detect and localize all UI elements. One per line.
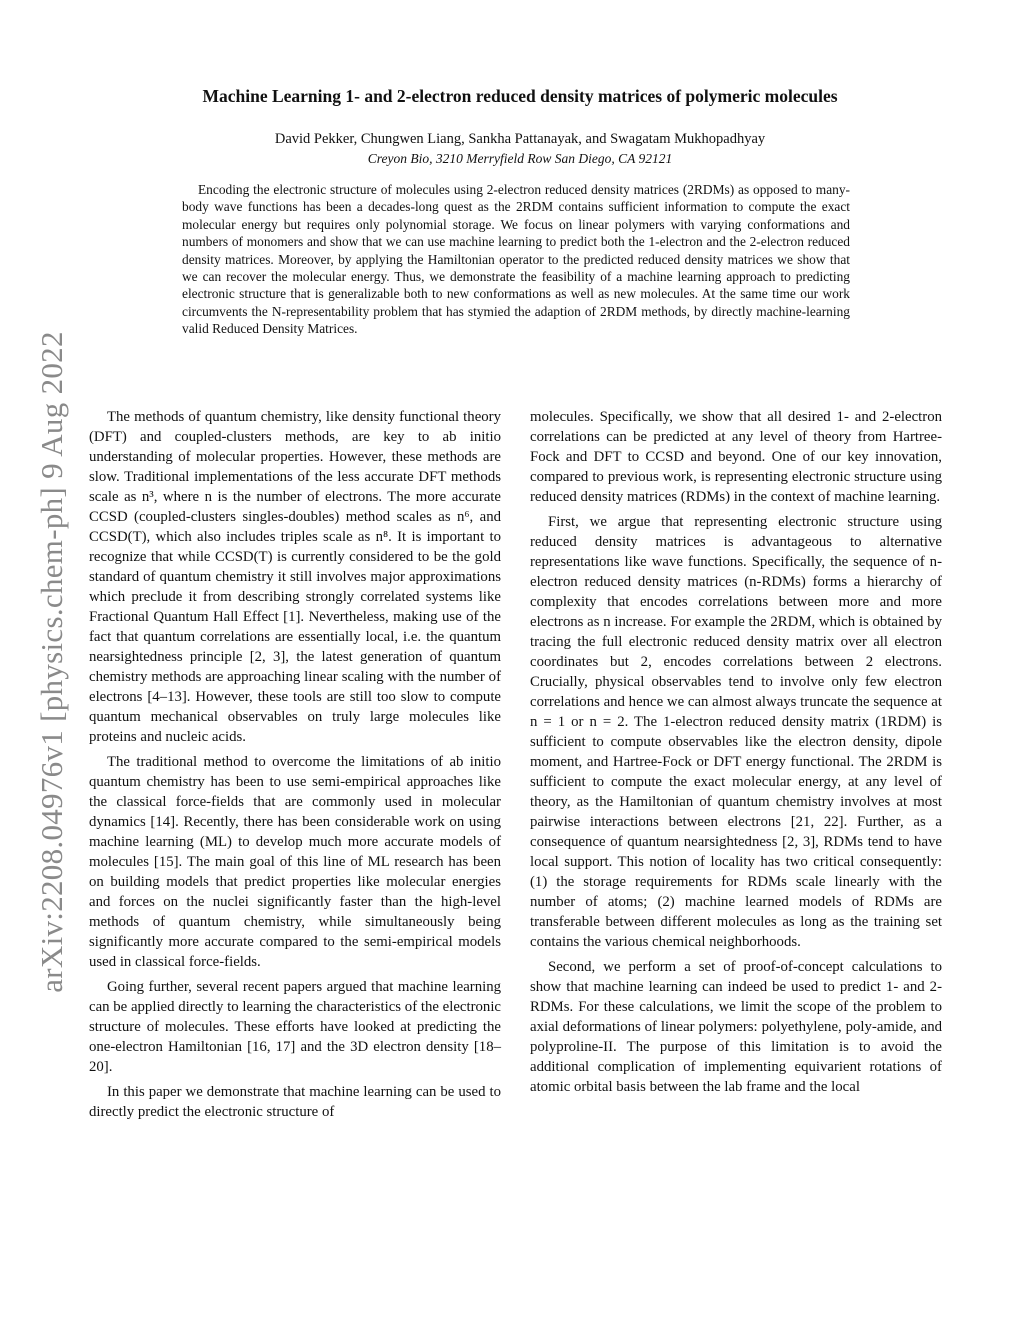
body-paragraph: In this paper we demonstrate that machine learning can be used to directly predict the electronic structure of (89, 1084, 501, 1120)
body-paragraph: molecules. Specifically, we show that all desired 1- and 2-electron correlations can be predicted at any level of theory from Hartree-Fock and DFT to CCSD and beyond. One of our key innovation, compared to previous work, is representing electronic structure using reduced density matrices (RDMs) in the context of machine learning. (530, 409, 942, 505)
author-list: David Pekker, Chungwen Liang, Sankha Pattanayak, and Swagatam Mukhopadhyay (274, 131, 766, 147)
right-column (530, 407, 942, 1102)
body-paragraph: The traditional method to overcome the limitations of ab initio quantum chemistry has been to use semi-empirical approaches like the classical force-fields that are commonly used in molecular dynamics [14]. Recently, there has been considerable work on using machine learning (ML) to develop much more accurate models of molecules [15]. The main goal of this line of ML research has been on building models that predict properties like molecular energies and forces on the nuclei significantly faster than the high-level methods of quantum chemistry, while simultaneously being significantly more accurate compared to the semi-empirical models used in classical force-fields. (89, 754, 501, 970)
left-column (89, 407, 501, 1127)
body-paragraph: The methods of quantum chemistry, like density functional theory (DFT) and coupled-clusters methods, are key to ab initio understanding of molecular properties. However, these methods are slow. Traditional implementations of the less accurate DFT methods scale as n³, where n is the number of electrons. The more accurate CCSD (coupled-clusters singles-doubles) method scales as n⁶, and CCSD(T), which also includes triples scale as n⁸. It is important to recognize that while CCSD(T) is currently considered to be the gold standard of quantum chemistry it still involves major approximations which preclude it from describing strongly correlated systems like Fractional Quantum Hall Effect [1]. Nevertheless, making use of the fact that quantum correlations are essentially local, i.e. the quantum nearsightedness principle [2, 3], the latest generation of quantum chemistry methods are approaching linear scaling with the number of electrons [4–13]. However, these tools are still too slow to compute quantum mechanical observables on truly large molecules like proteins and nucleic acids. (89, 409, 501, 745)
body-paragraph: Going further, several recent papers argued that machine learning can be applied directly to learning the characteristics of the electronic structure of molecules. These efforts have looked at predicting the one-electron Hamiltonian [16, 17] and the 3D electron density [18–20]. (89, 979, 501, 1075)
abstract: Encoding the electronic structure of molecules using 2-electron reduced density matrices (2RDMs) as opposed to many-body wave functions has been a decades-long quest as the 2RDM contains sufficient information to compute the exact molecular energy but requires only polynomial storage. We focus on linear polymers with varying conformations and numbers of monomers and show that we can use machine learning to predict both the 1-electron and the 2-electron reduced density matrices. Moreover, by applying the Hamiltonian operator to the predicted reduced density matrices we show that we can recover the molecular energy. Thus, we demonstrate the feasibility of a machine learning approach to predicting electronic structure that is generalizable both to new conformations as well as new molecules. At the same time our work circumvents the N-representability problem that has stymied the adaption of 2RDM methods, by directly machine-learning valid Reduced Density Matrices. (182, 182, 850, 337)
body-paragraph: First, we argue that representing electronic structure using reduced density matrices is advantageous to alternative representations like wave functions. Specifically, the sequence of n-electron reduced density matrices (n-RDMs) forms a hierarchy of complexity that encodes correlations between more and more electrons as n increase. For example the 2RDM, which is obtained by tracing the full electronic reduced density matrix over all electron coordinates but 2, encodes correlations between 2 electrons. Crucially, physical observables tend to involve only few electron correlations and hence we can almost always truncate the sequence at n = 1 or n = 2. The 1-electron reduced density matrix (1RDM) is sufficient to compute observables like the electron density, dipole moment, and Hartree-Fock or DFT energy functional. The 2RDM is sufficient to compute the exact molecular energy, at any level of theory, as the Hamiltonian of quantum chemistry involves at most pairwise interactions between electrons [21, 22]. Further, as a consequence of quantum nearsightedness [2, 3], RDMs tend to have local support. This notion of locality has two critical consequently: (1) the storage requirements for RDMs scale linearly with the number of atoms; (2) machine learned models of RDMs are transferable between different molecules as long as the training set contains the various chemical neighborhoods. (530, 514, 942, 950)
body-paragraph: Second, we perform a set of proof-of-concept calculations to show that machine learning can indeed be used to predict 1- and 2-RDMs. For these calculations, we limit the scope of the problem to axial deformations of linear polymers: polyethylene, poly-amide, and polyproline-II. The purpose of this limitation is to avoid the additional complication of implementing equivarient rotations of atomic orbital basis between the lab frame and the local (530, 959, 942, 1095)
paper-title: Machine Learning 1- and 2-electron reduced density matrices of polymeric molecules (202, 86, 838, 106)
arxiv-identifier-stamp[interactable]: arXiv:2208.04976v1 [physics.chem-ph] 9 Aug 2022 (34, 331, 69, 993)
affiliation: Creyon Bio, 3210 Merryfield Row San Diego, CA 92121 (367, 151, 673, 166)
